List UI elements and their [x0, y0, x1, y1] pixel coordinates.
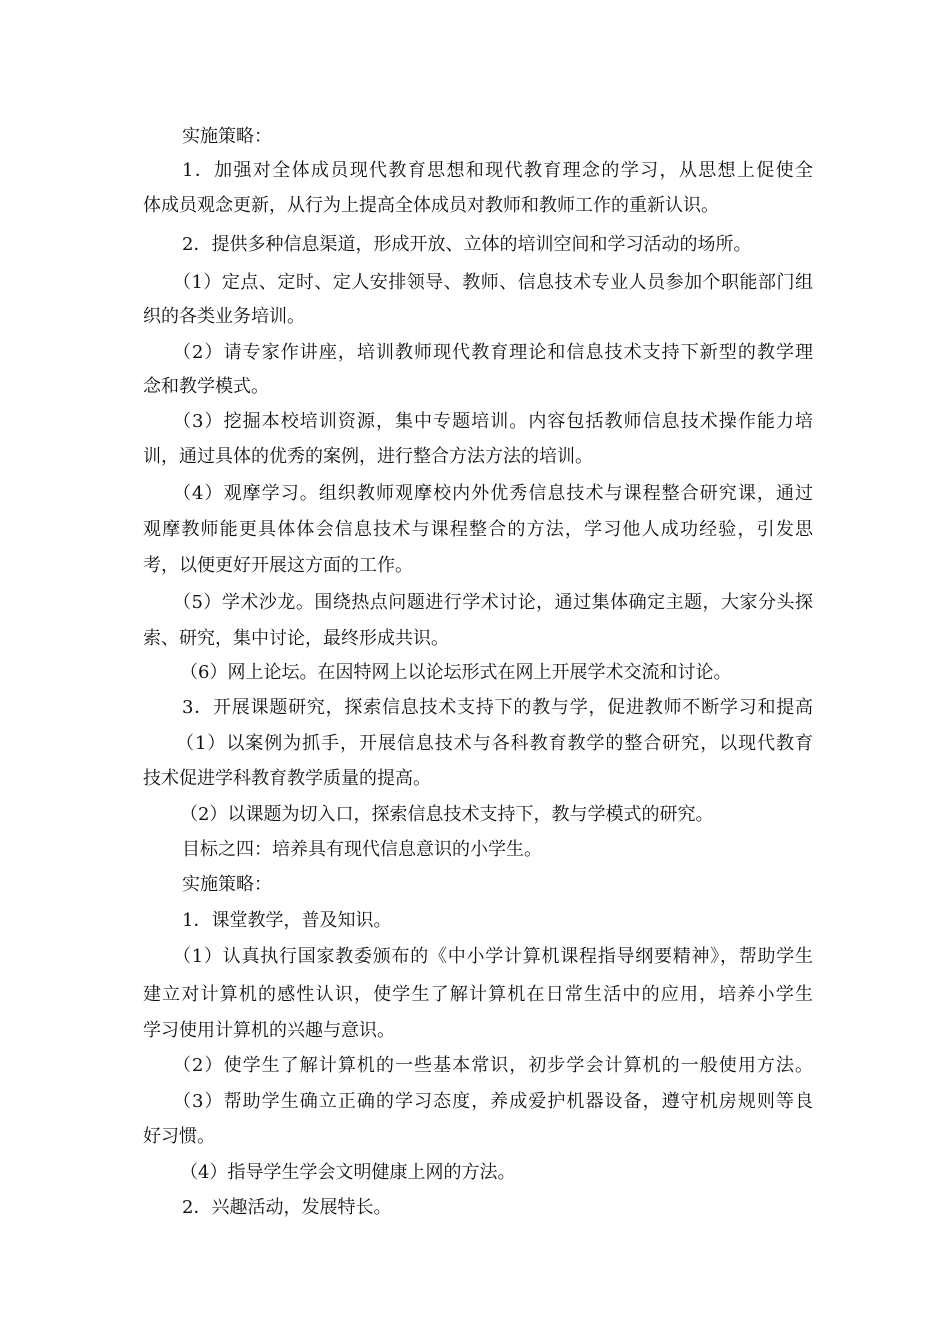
text-line: 织的各类业务培训。	[143, 306, 305, 327]
text-line: 目标之四：培养具有现代信息意识的小学生。	[182, 839, 542, 860]
text-line: 3．开展课题研究，探索信息技术支持下的教与学，促进教师不断学习和提高	[182, 697, 813, 718]
text-line: 学习使用计算机的兴趣与意识。	[143, 1020, 395, 1041]
text-line: 训，通过具体的优秀的案例，进行整合方法方法的培训。	[143, 446, 593, 467]
text-line: 实施策略：	[182, 874, 272, 895]
text-line: 实施策略：	[182, 126, 272, 147]
text-line: （5）学术沙龙。围绕热点问题进行学术讨论，通过集体确定主题，大家分头探	[173, 592, 813, 613]
text-line: 索、研究，集中讨论，最终形成共识。	[143, 628, 449, 649]
text-line: 建立对计算机的感性认识，使学生了解计算机在日常生活中的应用，培养小学生	[143, 984, 813, 1005]
text-line: 考，以便更好开展这方面的工作。	[143, 555, 413, 576]
text-line: （4）观摩学习。组织教师观摩校内外优秀信息技术与课程整合研究课，通过	[173, 483, 813, 504]
text-line: 念和教学模式。	[143, 376, 269, 397]
text-line: （6）网上论坛。在因特网上以论坛形式在网上开展学术交流和讨论。	[180, 662, 732, 683]
text-line: 观摩教师能更具体体会信息技术与课程整合的方法，学习他人成功经验，引发思	[143, 519, 813, 540]
text-line: （2）以课题为切入口，探索信息技术支持下，教与学模式的研究。	[180, 804, 714, 825]
text-line: 1．课堂教学，普及知识。	[182, 910, 392, 931]
text-line: （1）以案例为抓手，开展信息技术与各科教育教学的整合研究，以现代教育	[176, 733, 813, 754]
text-line: （3）挖掘本校培训资源，集中专题培训。内容包括教师信息技术操作能力培	[173, 411, 813, 432]
text-line: （1）定点、定时、定人安排领导、教师、信息技术专业人员参加个职能部门组	[173, 272, 813, 293]
text-line: （4）指导学生学会文明健康上网的方法。	[180, 1162, 516, 1183]
text-line: 2．兴趣活动，发展特长。	[182, 1197, 392, 1218]
text-line: 技术促进学科教育教学质量的提高。	[143, 768, 431, 789]
text-line: （2）使学生了解计算机的一些基本常识，初步学会计算机的一般使用方法。	[173, 1055, 813, 1076]
text-line: （3）帮助学生确立正确的学习态度，养成爱护机器设备，遵守机房规则等良	[173, 1091, 813, 1112]
text-line: （2）请专家作讲座，培训教师现代教育理论和信息技术支持下新型的教学理	[173, 342, 813, 363]
text-line: 1．加强对全体成员现代教育思想和现代教育理念的学习，从思想上促使全	[182, 160, 813, 181]
text-line: 2．提供多种信息渠道，形成开放、立体的培训空间和学习活动的场所。	[182, 234, 752, 255]
text-line: （1）认真执行国家教委颁布的《中小学计算机课程指导纲要精神》，帮助学生	[173, 946, 813, 967]
text-line: 好习惯。	[143, 1126, 215, 1147]
text-line: 体成员观念更新，从行为上提高全体成员对教师和教师工作的重新认识。	[143, 195, 719, 216]
